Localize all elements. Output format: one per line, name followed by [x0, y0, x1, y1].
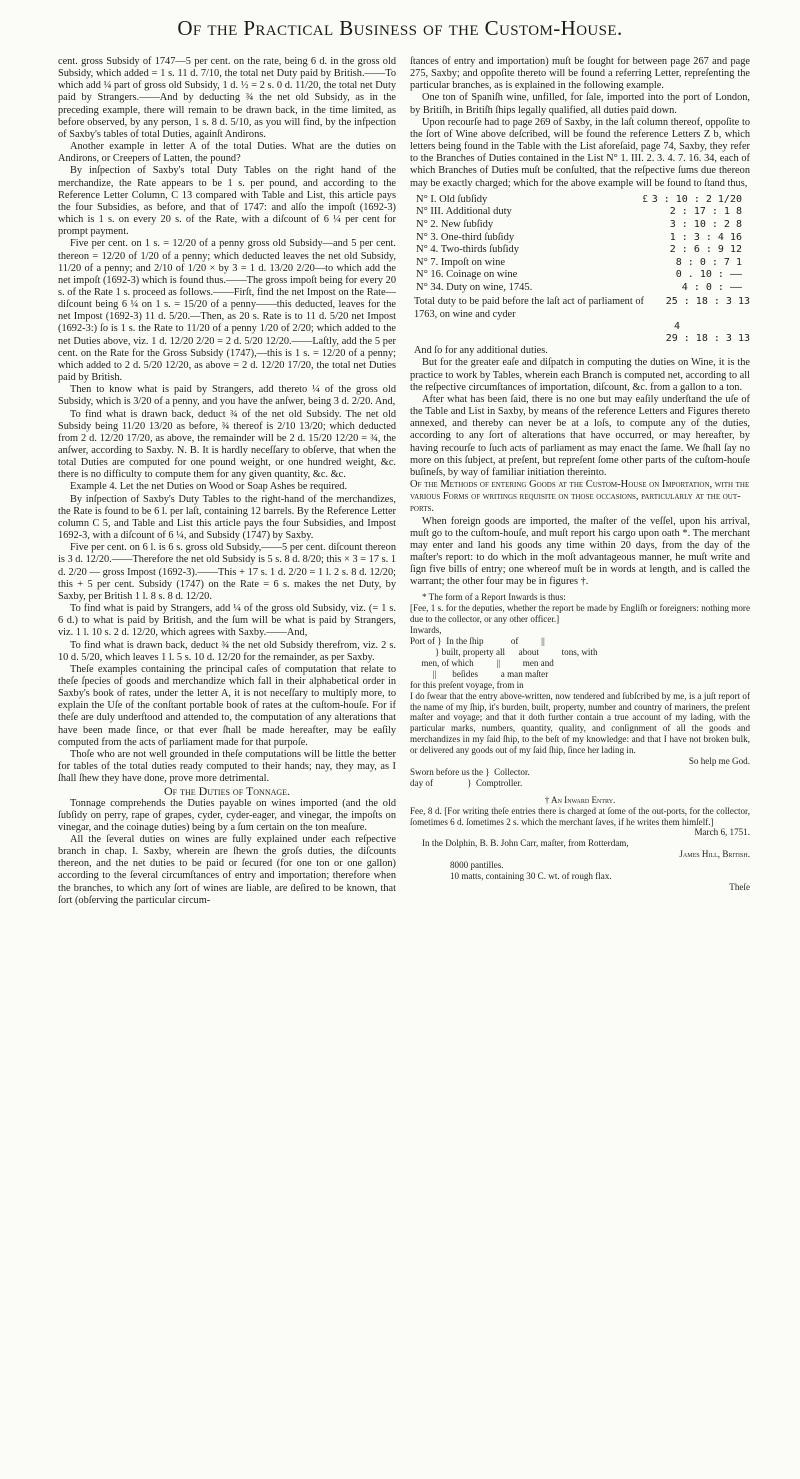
paragraph: Another example in letter A of the total Duties. What are the duties on Andirons, or Creepers of Latten, the pound? — [58, 141, 396, 165]
paragraph: Thoſe who are not well grounded in theſe computations will be little the better for tables of the total duties ready computed to their hands; nay, they may, as I ſhall ſhew they have done, prove more detrimental. — [58, 748, 396, 785]
paragraph: When foreign goods are imported, the maſter of the veſſel, upon his arrival, muſt go to the cuſtom-houſe, and muſt report his cargo upon oath *. The merchant may enter and land his goods any time within 20 days, from the day of the maſter's report: to do which in the moſt advantageous manner, he muſt write and ſign five bills of entry; one whereof muſt be in words at length, and is called the warrant; the other four may be in figures †. — [410, 515, 750, 588]
entry-item: 8000 pantilles. — [450, 860, 504, 871]
paragraph: To find what is paid by Strangers, add ¼ of the gross old Subsidy, viz. (= 1 s. 6 d.) to what is paid by British, and the ſum will be what is paid by Strangers, viz. 1 l. 10 s. 2 d. 12/20, which agrees with Saxby.——And, — [58, 603, 396, 639]
footnote-text: [Fee, 1 s. for the deputies, whether the report be made by Engliſh or foreigners: nothing more due to the collector, or any other officer.] — [410, 603, 750, 625]
currency-sign — [632, 257, 650, 270]
paragraph: To find what is drawn back, deduct ¾ of the net old Subsidy. The net old Subsidy being 11/20 13/20 as before, ¾ thereof is 2/10 13/20; which deducted from 2 d. 12/20 17/20, as above, the remainder will be 2 d. 15/20 12/20 = ¾, the anſwer, according to Saxby. N. B. It is hardly neceſſary to obſerve, that when the total Duties are computed for one pound weight, or one hundred weight, &c. there is no difficulty to compute them for any given quantity, &c. &c. — [58, 408, 396, 481]
total-block — [414, 296, 750, 357]
form-line: || beſides a man maſter — [410, 668, 549, 679]
paragraph: By inſpection of Saxby's Duty Tables to the right-hand of the merchandizes, the Rate is found to be 6 l. per laſt, containing 12 barrels. By the Reference Letter column C 5, and Table and List this article pays the four Subsidies, and Impost 1692-3, with a diſcount of 6 ¼, and Subsidy (1747) by Saxby. — [58, 493, 396, 542]
duty-row — [414, 244, 744, 257]
paragraph: One ton of Spaniſh wine, unfilled, for ſale, imported into the port of London, by Britiſh, in Britiſh ſhips legally qualified, all duties paid down. — [410, 92, 750, 116]
form-line: Inwards, — [410, 625, 442, 636]
form-line: Port of } In the ſhip of || — [410, 636, 545, 647]
sworn-line: Sworn before us the } Collector. — [410, 766, 530, 777]
section-heading: Of the Methods of entering Goods at the Custom-House on Importation, with the various Forms of writings requiſite on thoſe occaſions, particularly at the out-ports. — [410, 479, 750, 515]
duty-label: N° 3. One-third ſubſidy — [416, 231, 515, 243]
duty-amount: 2 : 6 : 9 12 — [669, 244, 742, 256]
paragraph: Then to know what is paid by Strangers, add thereto ¼ of the gross old Subsidy, which is 3/20 of a penny, and you have the anſwer, being 3 d. 2/20. And, — [58, 384, 396, 408]
paragraph: Tonnage comprehends the Duties payable on wines imported (and the old ſubſidy on perry, rape of grapes, cyder, cyder-eager, and vinegar, the impoſts on vinegar, and the coinage duties) being by a ſum certain on the ton meaſure. — [58, 797, 396, 833]
entry-ship: In the Dolphin, B. B. John Carr, maſter, from Rotterdam, — [422, 838, 629, 849]
duty-label: N° 2. New ſubſidy — [416, 218, 494, 230]
currency-sign — [632, 206, 650, 219]
currency-sign — [632, 244, 650, 257]
paragraph: Theſe examples containing the principal caſes of computation that relate to theſe ſpecies of goods and merchandize which fall in their alphabetical order in Saxby's book of rates, under the letter A, it is not neceſſary to multiply more, to explain the Uſe of the conſtant portable book of rates at the cuſtom-houſe. For if theſe are duly underſtood and attended to, the computation of any alterations that have been made ſince, or that ever ſhall be made hereafter, may be eaſily computed from the acts of parliament made for that purpoſe. — [58, 663, 396, 748]
currency-sign: £ — [642, 193, 648, 205]
entry-date: March 6, 1751. — [694, 827, 750, 838]
oath-close: So help me God. — [688, 756, 750, 767]
running-head: Of the Practical Business of the Custom-House. — [177, 16, 623, 40]
grand-total: 29 : 18 : 3 13 — [665, 333, 750, 345]
duty-row — [414, 219, 744, 232]
duty-row — [414, 282, 744, 295]
form-line: for this preſent voyage, from in — [410, 679, 524, 690]
total-amount: 25 : 18 : 3 13 — [665, 296, 750, 308]
duty-row — [414, 206, 744, 219]
paragraph: Upon recourſe had to page 269 of Saxby, in the laſt column thereof, oppoſite to the ſort of Wine above deſcribed, will be found the reference Letters Z b, which letters being found in the Table with the List aforeſaid, page 74, Saxby, they refer to the Branches of Duties contained in the List N° 1. III. 2. 3. 4. 7. 16. 34, each of which Branches of Duties muſt be conſulted, that the reſpective ſums due thereon may be exactly charged; which for the above example will be found to ſtand thus, — [410, 116, 750, 189]
entry-merchant: James Hill, Britiſh. — [679, 849, 750, 860]
duty-label: N° III. Additional duty — [416, 206, 512, 218]
duty-row — [414, 194, 744, 207]
footnote-report-inwards — [410, 592, 750, 788]
duty-amount: 4 : 0 : —— — [681, 281, 742, 293]
duty-amount: 0 . 10 : —— — [675, 269, 742, 281]
currency-sign — [632, 219, 650, 232]
duty-amount: 1 : 3 : 4 16 — [669, 231, 742, 243]
duty-amount: 2 : 17 : 1 8 — [669, 206, 742, 218]
paragraph: To find what is drawn back, deduct ¾ the net old Subsidy therefrom, viz. 2 s. 10 d. 5/20, which leaves 1 l. 5 s. 10 d. 12/20 for the remainder, as per Saxby. — [58, 639, 396, 663]
duty-amount: 8 : 0 : 7 1 — [675, 256, 742, 268]
paragraph: Five per cent. on 6 l. is 6 s. gross old Subsidy,——5 per cent. diſcount thereon is 3 d. 12/20.——Therefore the net old Subsidy is 5 s. 8 d. 8/20; this × 3 = 17 s. 1 d. 2/20 — gross Impost (1692-3).——This + 17 s. 1 d. 2/20 = 1 l. 2 s. 8 d. 12/20; this + 5 per cent. Subsidy (1747) on the Rate = 6 s. makes the net Duty, by Saxby, per British 1 l. 8 s. 8 d. 12/20. — [58, 542, 396, 602]
paragraph: After what has been ſaid, there is no one but may eaſily underſtand the uſe of the Table and List in Saxby, by means of the reference Letters and Figures thereto annexed, and thereby can never be at a loſs, to compute any of the duties, according to any ſort of alterations that have occurred, or may hereafter, by having recourſe to ſuch acts of parliament as may enact the ſame. We ſhall ſay no more on this ſubject, at preſent, but repreſent ſome other parts of the cuſtom-houſe buſineſs, by way of familiar initiation thereinto. — [410, 393, 750, 478]
paragraph: By inſpection of Saxby's total Duty Tables on the right hand of the merchandize, the Rate appears to be 1 s. per pound, and according to the Reference Letter Column, C 13 compared with Table and List, this article pays the four Subsidies, as before, and that of 1747: and alſo the impoſt (1692-3) which is 1 s. on every 20 s. of the Rate, with a diſcount of 6 ¼ per cent for prompt payment. — [58, 165, 396, 238]
paragraph: Example 4. Let the net Duties on Wood or Soap Ashes be required. — [70, 481, 348, 493]
paragraph: But for the greater eaſe and diſpatch in computing the duties on Wine, it is the practice to work by Tables, wherein each Branch is computed net, according to all the reſpective circumſtances of importation, diſcount, &c. from a gallon to a ton. — [410, 357, 750, 393]
duty-label: N° 16. Coinage on wine — [416, 269, 518, 281]
right-column — [410, 56, 750, 893]
duty-row — [414, 269, 744, 282]
duty-label: N° 34. Duty on wine, 1745. — [416, 281, 533, 293]
section-heading: Of the Duties of Tonnage. — [163, 784, 291, 799]
currency-sign — [632, 232, 650, 245]
duty-label: N° 7. Impoſt on wine — [416, 256, 506, 268]
duty-row — [414, 257, 744, 270]
oath-text: I do ſwear that the entry above-written, now tendered and ſubſcribed by me, is a juſt report of the name of my ſhip, it's burden, built, property, number and country of mariners, the preſent maſter and voyage; and that it doth further contain a true account of my lading, with the particular marks, numbers, quantity, quality, and conſignment of all the goods and merchandizes in my ſaid ſhip, to the beſt of my knowledge: and that I have not broken bulk, or delivered any goods out of my ſaid ſhip, ſince her lading in. — [410, 690, 750, 756]
footnote-text: Fee, 8 d. [For writing theſe entries there is charged at ſome of the out-ports, for the collector, ſometimes 6 d. ſometimes 2 s. which the merchant ſaves, if he writes them himſelf.] — [410, 805, 750, 827]
duty-amount: 3 : 10 : 2 8 — [669, 218, 742, 230]
duty-row — [414, 232, 744, 245]
currency-sign — [632, 269, 650, 282]
paragraph: ſtances of entry and importation) muſt be ſought for between page 267 and page 275, Saxby; and oppoſite thereto will be found a referring Letter, repreſenting the particular branches, as is explained in the following example. — [410, 56, 750, 92]
total-label: Total duty to be paid before the laſt act of parliament of 1763, on wine and cyder — [414, 296, 644, 320]
additional-duties-note: And ſo for any additional duties. — [414, 345, 548, 357]
footnote-title: † An Inward Entry. — [544, 794, 616, 805]
duty-label: N° 4. Two-thirds ſubſidy — [416, 244, 520, 256]
form-line: men, of which || men and — [410, 657, 554, 668]
left-column — [58, 56, 396, 907]
footnote-title: * The form of a Report Inwards is thus: — [422, 592, 566, 603]
footnote-inward-entry — [410, 795, 750, 893]
paragraph: All the ſeveral duties on wines are fully explained under each reſpective branch in chap. I. Saxby, wherein are ſhewn the groſs duties, the diſcounts thereon, and the net duties to be paid or ſecured (for one ton or one gallon) according to the ſeveral circumſtances of entry and importation; therefore when the branches, to which any ſort of wines are liable, are deſired to be known, that ſort (obſerving the particular circum- — [58, 834, 396, 906]
duties-table — [414, 194, 744, 295]
form-line: } built, property all about tons, with — [410, 646, 598, 657]
duty-label: N° I. Old ſubſidy — [416, 193, 488, 205]
paragraph: cent. gross Subsidy of 1747—5 per cent. on the rate, being 6 d. in the gross old Subsidy, which added = 1 s. 11 d. 7/10, the total net Duty paid by British.——To which add ¼ part of gross old Subsidy, 1 d. ½ = 2 s. 0 d. 11/20, the total net Duty paid by Strangers.——And by deducting ¾ the net old Subsidy, as in the preceding example, there will remain to be drawn back, in the time limited, as before observed, by any person, 1 s. 8 d. 5/10, as you will find, by the infpection of Saxby's tables of total Duties, againſt Andirons. — [58, 56, 396, 140]
total-addition: 4 — [673, 320, 680, 332]
entry-item: 10 matts, containing 30 C. wt. of rough flax. — [450, 871, 612, 882]
day-line: day of } Comptroller. — [410, 777, 523, 788]
catchword: Theſe — [729, 882, 750, 893]
paragraph: Five per cent. on 1 s. = 12/20 of a penny gross old Subsidy—and 5 per cent. thereon = 12/20 of 1/20 of a penny; which deducted leaves the net old Subsidy, 11/20 of a penny; and 2/10 of 1/20 × by 3 = 1 d. 13/20 2/20—to which add the net impoſt (1692-3) which is found thus.——The gross impoſt being for every 20 s. of the Rate 1 s. proceed as follows.——Firſt, find the net Impost on the Rate—diſcount being 6 ¼ on 1 s. = 15/20 of a penny——this deducted, leaves for the net Impost (1692-3) 11 d. 5/20.—Then, as 20 s. Rate is to 11 d. 5/20 net Impost (1692-3:) ſo is 1 s. the Rate to 11/20 of a penny 1/20 of 2/20; which added to the net Duties above, viz. 1 d. 12/20 2/20 = 2 d. 5/20 12/20.——Laſtly, add the 5 per cent. on the Rate for the Gross Subsidy (1747),—this is 1 s. = 12/20 of a penny; which added to 2 d. 5/20 12/20, as above = 2 d. 12/20 17/20, the total net Duties paid by British. — [58, 238, 396, 384]
currency-sign — [632, 282, 650, 295]
duty-amount: 3 : 10 : 2 1/20 — [651, 193, 742, 205]
